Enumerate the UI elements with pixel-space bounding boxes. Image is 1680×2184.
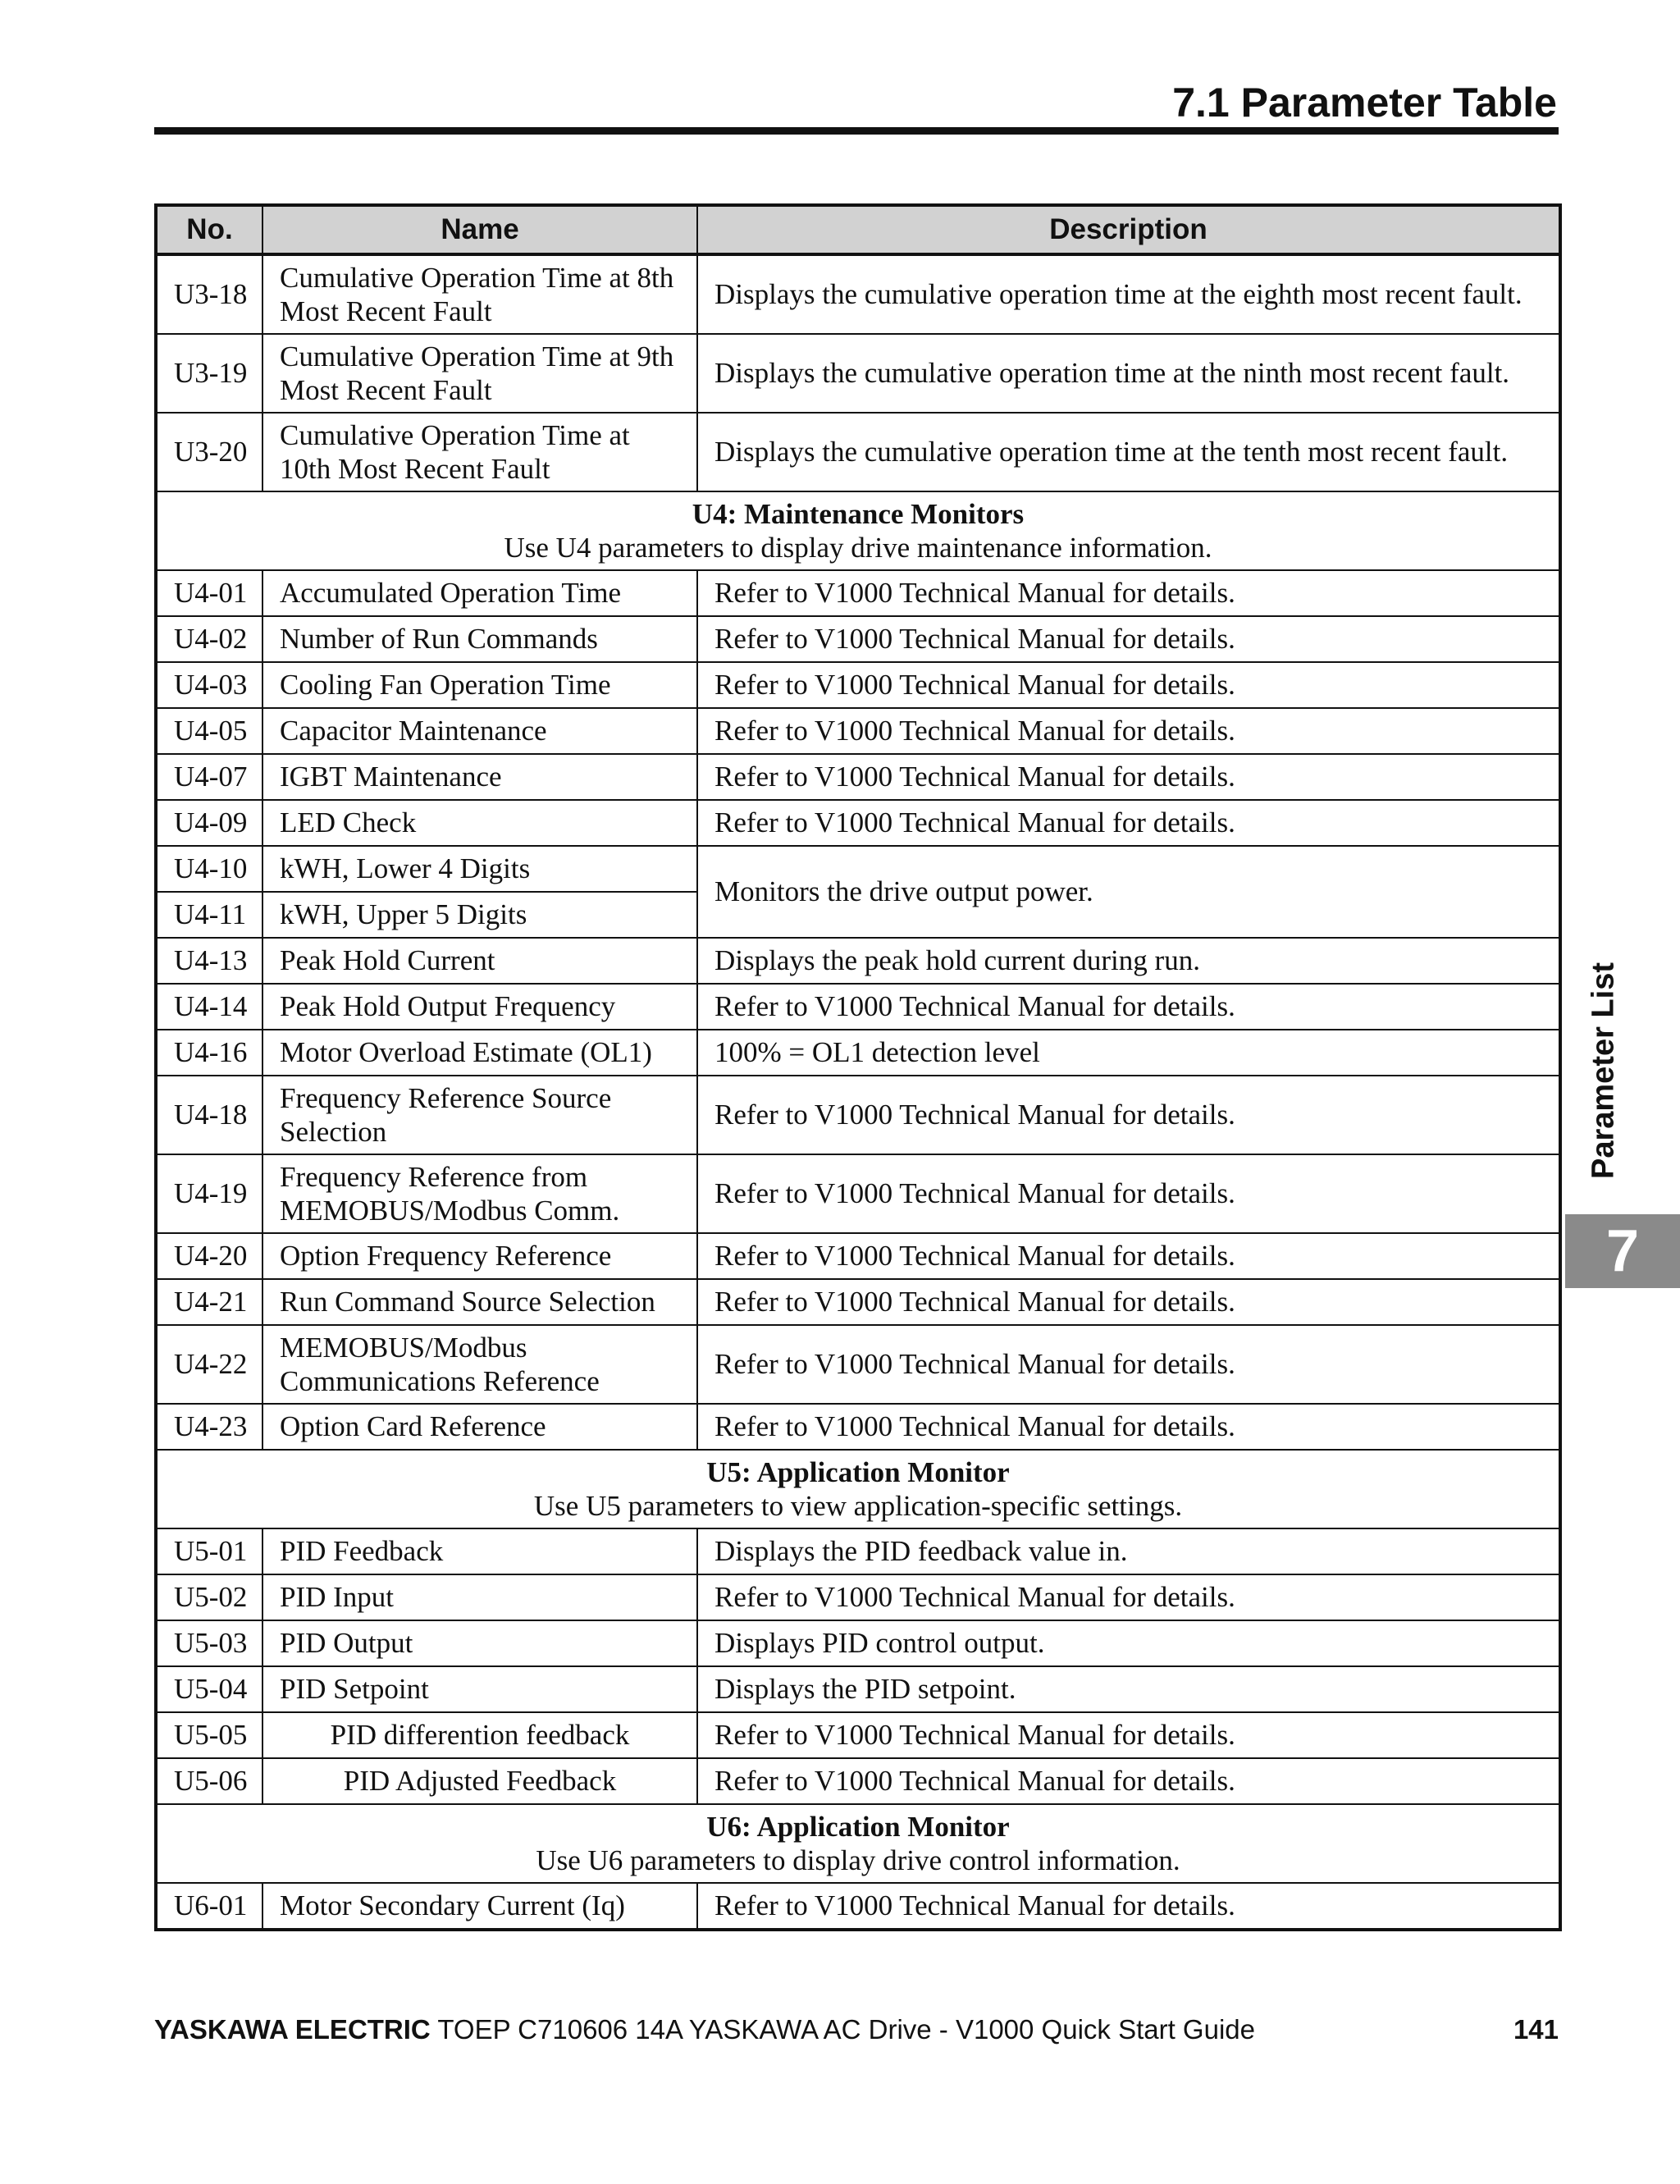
param-name: Motor Secondary Current (Iq) [262,1883,697,1930]
param-name: Run Command Source Selection [262,1279,697,1325]
param-name: Peak Hold Output Frequency [262,984,697,1030]
param-no: U5-04 [156,1666,262,1712]
table-header-row [156,205,1560,254]
footer-brand: YASKAWA ELECTRIC [154,2014,431,2045]
param-no: U4-16 [156,1030,262,1076]
param-description: Refer to V1000 Technical Manual for details. [697,616,1560,662]
param-no: U4-21 [156,1279,262,1325]
param-name: Cumulative Operation Time at 9th Most Recent Fault [262,334,697,413]
param-name: Cumulative Operation Time at 10th Most Recent Fault [262,413,697,491]
param-no: U4-23 [156,1404,262,1450]
param-no: U4-05 [156,708,262,754]
param-description: Refer to V1000 Technical Manual for details. [697,662,1560,708]
param-no: U5-06 [156,1758,262,1804]
param-name: Cooling Fan Operation Time [262,662,697,708]
param-no: U3-18 [156,254,262,334]
param-description: Refer to V1000 Technical Manual for details. [697,1404,1560,1450]
section-row [156,491,1560,570]
param-description: Refer to V1000 Technical Manual for details. [697,1154,1560,1233]
param-name: IGBT Maintenance [262,754,697,800]
table-row [156,1233,1560,1279]
section-row [156,1804,1560,1883]
param-description: Refer to V1000 Technical Manual for details. [697,984,1560,1030]
column-header-name: Name [262,205,697,254]
table-row [156,1758,1560,1804]
param-no: U5-01 [156,1528,262,1574]
param-no: U4-18 [156,1076,262,1154]
param-no: U4-19 [156,1154,262,1233]
param-no: U4-03 [156,662,262,708]
param-no: U5-03 [156,1620,262,1666]
param-description: Displays PID control output. [697,1620,1560,1666]
param-name: MEMOBUS/Modbus Communications Reference [262,1325,697,1404]
param-name: PID Adjusted Feedback [262,1758,697,1804]
table-row [156,754,1560,800]
param-description: Refer to V1000 Technical Manual for details. [697,754,1560,800]
param-no: U3-19 [156,334,262,413]
param-description: Refer to V1000 Technical Manual for details. [697,1574,1560,1620]
table-row [156,662,1560,708]
param-no: U4-13 [156,938,262,984]
param-description: 100% = OL1 detection level [697,1030,1560,1076]
table-row [156,1404,1560,1450]
param-name: Cumulative Operation Time at 8th Most Recent Fault [262,254,697,334]
parameter-table [154,203,1562,1931]
column-header-no: No. [156,205,262,254]
param-no: U4-02 [156,616,262,662]
param-name: PID Setpoint [262,1666,697,1712]
param-name: Capacitor Maintenance [262,708,697,754]
table-row [156,616,1560,662]
section-title: U5: Application Monitor [706,1455,1010,1488]
param-description: Monitors the drive output power. [697,846,1560,938]
param-description: Displays the cumulative operation time at the tenth most recent fault. [697,413,1560,491]
page-title: 7.1 Parameter Table [1172,80,1557,126]
param-no: U5-05 [156,1712,262,1758]
section-subtitle: Use U4 parameters to display drive maintenance information. [504,532,1212,564]
table-row [156,984,1560,1030]
param-description: Displays the cumulative operation time at the ninth most recent fault. [697,334,1560,413]
param-no: U4-01 [156,570,262,616]
param-no: U3-20 [156,413,262,491]
param-no: U4-14 [156,984,262,1030]
table-row [156,1528,1560,1574]
table-row [156,938,1560,984]
table-row [156,413,1560,491]
param-description: Refer to V1000 Technical Manual for details. [697,1883,1560,1930]
table-row [156,1030,1560,1076]
footer-doc-title: TOEP C710606 14A YASKAWA AC Drive - V1000 Quick Start Guide [437,2014,1255,2045]
param-description: Displays the cumulative operation time at the eighth most recent fault. [697,254,1560,334]
side-tab-label: Parameter List [1586,962,1621,1180]
chapter-tab: 7 [1565,1214,1680,1288]
param-name: PID differention feedback [262,1712,697,1758]
table-row [156,254,1560,334]
param-name: Frequency Reference from MEMOBUS/Modbus Comm. [262,1154,697,1233]
table-row [156,1076,1560,1154]
param-description: Refer to V1000 Technical Manual for details. [697,1076,1560,1154]
section-cell [156,1450,1560,1528]
param-name: kWH, Upper 5 Digits [262,892,697,938]
param-name: LED Check [262,800,697,846]
table-row [156,1620,1560,1666]
param-no: U5-02 [156,1574,262,1620]
param-name: Number of Run Commands [262,616,697,662]
param-description: Refer to V1000 Technical Manual for details. [697,1325,1560,1404]
param-description: Displays the peak hold current during run. [697,938,1560,984]
table-row [156,1325,1560,1404]
section-title: U4: Maintenance Monitors [692,497,1025,530]
column-header-description: Description [697,205,1560,254]
param-name: Motor Overload Estimate (OL1) [262,1030,697,1076]
param-description: Refer to V1000 Technical Manual for details. [697,1758,1560,1804]
page-footer [154,2014,1559,2045]
param-description: Refer to V1000 Technical Manual for details. [697,1279,1560,1325]
param-description: Refer to V1000 Technical Manual for details. [697,1712,1560,1758]
section-subtitle: Use U5 parameters to view application-specific settings. [533,1490,1183,1522]
param-name: PID Input [262,1574,697,1620]
param-name: Accumulated Operation Time [262,570,697,616]
table-row [156,334,1560,413]
footer-document [154,2014,1255,2045]
table-row [156,1712,1560,1758]
section-subtitle: Use U6 parameters to display drive control information. [536,1844,1180,1876]
param-description: Refer to V1000 Technical Manual for details. [697,800,1560,846]
table-row [156,1883,1560,1930]
param-no: U4-07 [156,754,262,800]
section-row [156,1450,1560,1528]
param-description: Refer to V1000 Technical Manual for details. [697,1233,1560,1279]
section-cell [156,491,1560,570]
param-no: U4-22 [156,1325,262,1404]
table-row [156,1574,1560,1620]
param-no: U4-10 [156,846,262,892]
table-row [156,800,1560,846]
page-number: 141 [1513,2014,1559,2045]
table-row [156,570,1560,616]
table-row [156,1154,1560,1233]
param-no: U4-11 [156,892,262,938]
param-name: Option Frequency Reference [262,1233,697,1279]
table-row [156,1666,1560,1712]
table-row [156,708,1560,754]
param-description: Refer to V1000 Technical Manual for details. [697,708,1560,754]
param-name: PID Feedback [262,1528,697,1574]
title-rule [154,127,1559,135]
table-row [156,1279,1560,1325]
param-name: kWH, Lower 4 Digits [262,846,697,892]
param-no: U4-09 [156,800,262,846]
table-row [156,846,1560,892]
param-description: Displays the PID feedback value in. [697,1528,1560,1574]
param-name: Frequency Reference Source Selection [262,1076,697,1154]
section-title: U6: Application Monitor [706,1810,1010,1843]
param-no: U4-20 [156,1233,262,1279]
param-description: Refer to V1000 Technical Manual for details. [697,570,1560,616]
param-name: PID Output [262,1620,697,1666]
param-no: U6-01 [156,1883,262,1930]
param-name: Option Card Reference [262,1404,697,1450]
param-name: Peak Hold Current [262,938,697,984]
param-description: Displays the PID setpoint. [697,1666,1560,1712]
section-cell [156,1804,1560,1883]
